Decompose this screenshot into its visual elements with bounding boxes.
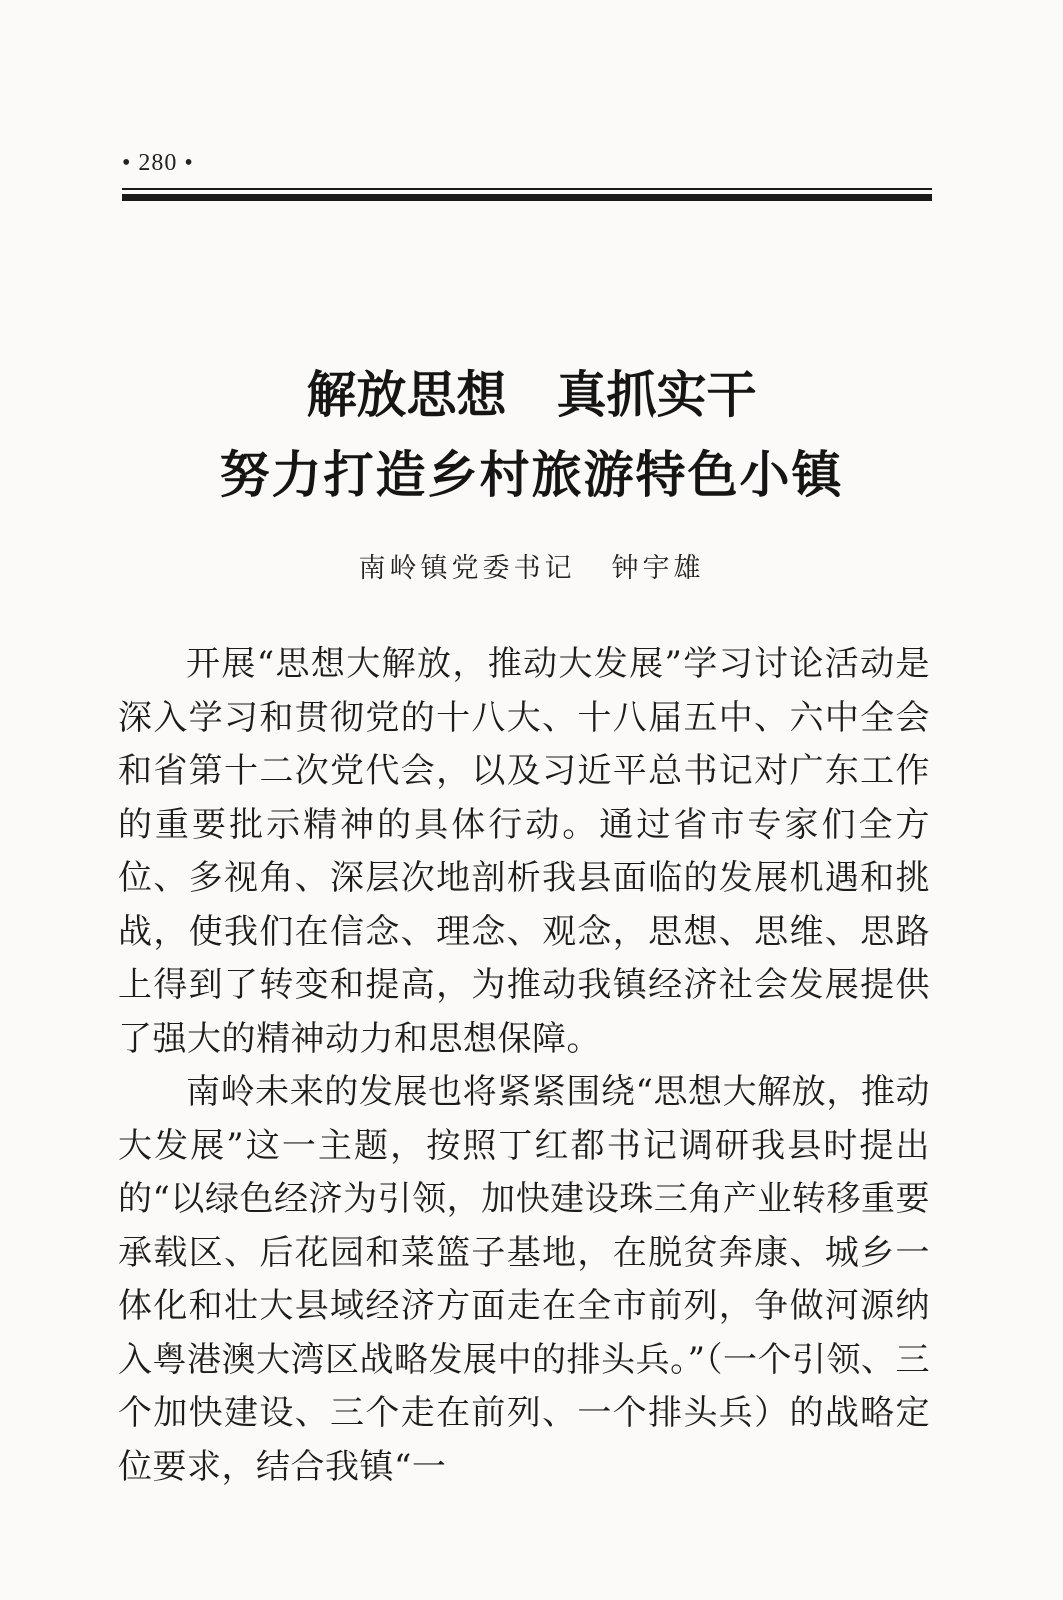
header-rule-thick [122,194,932,201]
author-role: 南岭镇党委书记 [358,553,576,584]
article-title-line-1 [0,355,1063,427]
header-rule-thin [122,188,932,190]
page-number: • 280 • [122,150,194,176]
article-body [118,638,930,1494]
article-title-line-2: 努力打造乡村旅游特色小镇 [219,446,844,504]
body-paragraph: 南岭未来的发展也将紧紧围绕“思想大解放，推动大发展”这一主题，按照丁红都书记调研我县时提出的“以绿色经济为引领，加快建设珠三角产业转移重要承载区、后花园和菜篮子基地，在脱贫奔康、城乡一体化和壮大县域经济方面走在全市前列，争做河源纳入粤港澳大湾区战略发展中的排头兵。”（一个引领、三个加快建设、三个走在前列、一个排头兵）的战略定位要求，结合我镇“一 [118,1072,930,1487]
author-name: 钟宇雄 [611,553,705,584]
title-part-1: 解放思想 [306,366,507,424]
body-paragraph: 开展“思想大解放，推动大发展”学习讨论活动是深入学习和贯彻党的十八大、十八届五中、六中全会和省第十二次党代会，以及习近平总书记对广东工作的重要批示精神的具体行动。通过省市专家们全方位、多视角、深层次地剖析我县面临的发展机遇和挑战，使我们在信念、理念、观念，思想、思维、思路上得到了转变和提高，为推动我镇经济社会发展提供了强大的精神动力和思想保障。 [118,644,930,1059]
byline [0,546,1063,585]
title-part-2: 真抓实干 [556,366,757,424]
